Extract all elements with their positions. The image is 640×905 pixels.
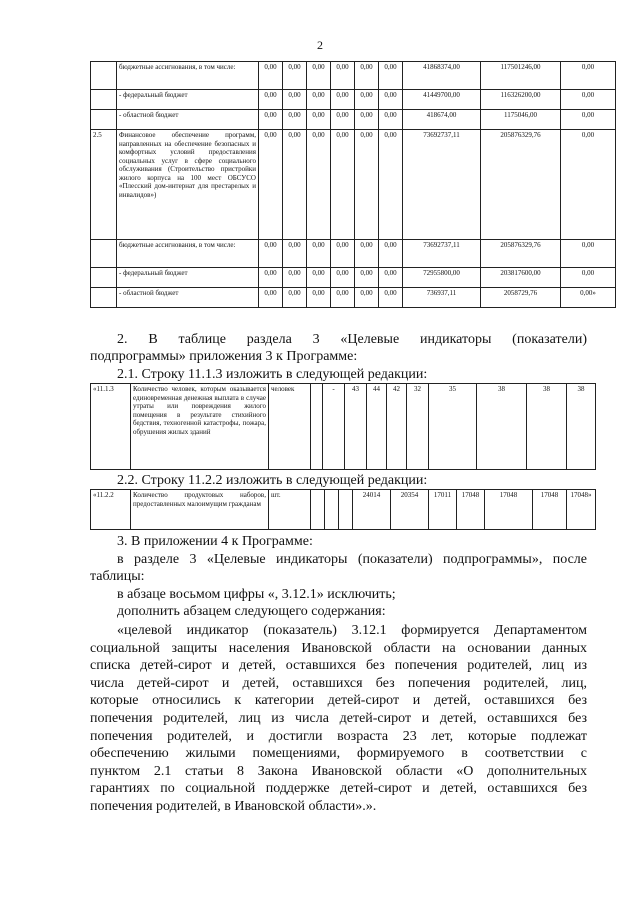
value-cell: 0,00 <box>283 90 307 110</box>
value-cell: 0,00 <box>379 110 403 130</box>
value-cell: 35 <box>429 384 477 470</box>
value-cell: 0,00 <box>355 110 379 130</box>
indicator-name: Количество продуктовых наборов, предоставленных малоимущим гражданам <box>131 490 269 530</box>
paragraph-3: 3. В приложении 4 к Программе: <box>117 534 313 549</box>
value-cell: 44 <box>367 384 387 470</box>
value-cell: 116326200,00 <box>481 90 561 110</box>
value-cell: 0,00 <box>561 62 616 90</box>
value-cell: 0,00 <box>561 268 616 288</box>
value-cell: 0,00 <box>355 90 379 110</box>
value-cell: 0,00 <box>331 62 355 90</box>
paragraph-3-section: в разделе 3 «Целевые индикаторы (показатели) подпрограммы», после <box>117 552 587 567</box>
row-number: «11.1.3 <box>91 384 131 470</box>
value-cell: 20354 <box>391 490 429 530</box>
value-cell: 0,00 <box>379 130 403 240</box>
row-number <box>91 62 117 90</box>
paragraph-line: числа детей-сирот и детей, оставшихся без попечения родителей, лиц, <box>90 675 587 691</box>
value-cell: 0,00 <box>283 62 307 90</box>
value-cell: 73692737,11 <box>403 240 481 268</box>
paragraph-line: обеспечению жилыми помещениями, формируемого в соответствии с <box>90 746 587 762</box>
indicator-table-11-1-3 <box>90 383 596 470</box>
value-cell: 0,00 <box>307 62 331 90</box>
unit: человек <box>269 384 311 470</box>
value-cell: 0,00 <box>561 90 616 110</box>
value-cell: 0,00 <box>259 110 283 130</box>
value-cell: 38 <box>477 384 527 470</box>
value-cell <box>311 490 325 530</box>
value-cell: 17048 <box>457 490 485 530</box>
paragraph-3-abzac: в абзаце восьмом цифры «, 3.12.1» исключить; <box>117 587 396 602</box>
value-cell: 203817600,00 <box>481 268 561 288</box>
value-cell: 32 <box>407 384 429 470</box>
value-cell: 0,00 <box>307 268 331 288</box>
paragraph-2-1: 2.1. Строку 11.1.3 изложить в следующей редакции: <box>117 367 428 382</box>
value-cell: 0,00 <box>259 130 283 240</box>
value-cell: 0,00 <box>307 130 331 240</box>
value-cell: 0,00 <box>331 90 355 110</box>
page-number: 2 <box>317 38 323 52</box>
value-cell: 0,00 <box>259 90 283 110</box>
table-row <box>91 130 616 240</box>
value-cell: 0,00 <box>379 240 403 268</box>
value-cell: 1175046,00 <box>481 110 561 130</box>
row-number <box>91 268 117 288</box>
value-cell <box>325 490 339 530</box>
value-cell: 736937,11 <box>403 288 481 308</box>
value-cell: 0,00 <box>307 288 331 308</box>
row-name: - федеральный бюджет <box>117 90 259 110</box>
value-cell: 38 <box>567 384 596 470</box>
value-cell: 0,00 <box>355 62 379 90</box>
indicator-table-11-2-2 <box>90 489 596 530</box>
value-cell: 0,00 <box>283 130 307 240</box>
table-row <box>91 62 616 90</box>
value-cell: 0,00 <box>561 130 616 240</box>
value-cell: 0,00» <box>561 288 616 308</box>
value-cell: 0,00 <box>259 268 283 288</box>
row-number <box>91 240 117 268</box>
value-cell: 0,00 <box>331 288 355 308</box>
value-cell: 17048 <box>533 490 567 530</box>
paragraph-2-cont: подпрограммы» приложения 3 к Программе: <box>90 349 358 364</box>
value-cell: 0,00 <box>283 110 307 130</box>
value-cell: 0,00 <box>331 130 355 240</box>
value-cell: 72955800,00 <box>403 268 481 288</box>
value-cell: 0,00 <box>331 110 355 130</box>
value-cell: 2058729,76 <box>481 288 561 308</box>
paragraph-line: попечения родителей, и достигли возраста 23 лет, которые подлежат <box>90 728 587 744</box>
value-cell: 0,00 <box>307 240 331 268</box>
value-cell: 0,00 <box>561 240 616 268</box>
value-cell: 0,00 <box>355 268 379 288</box>
paragraph-line: которые относились к категории детей-сирот и детей, оставшихся без <box>90 693 587 709</box>
paragraph-line: попечения родителей, лиц из числа детей-сирот и детей, оставшихся без <box>90 711 587 726</box>
value-cell: 24014 <box>353 490 391 530</box>
row-name: - федеральный бюджет <box>117 268 259 288</box>
paragraph-line: попечения родителей, в Ивановской области».». <box>90 799 377 814</box>
paragraph-line: списка детей-сирот и детей, оставшихся без попечения родителей, лиц из <box>90 658 587 674</box>
indicator-name: Количество человек, которым оказывается единовременная денежная выплата в случае утраты или повреждения жилого помещения в результате стихийного бедствия, техногенной катастрофы, пожара, обрушения жилых зданий <box>131 384 269 470</box>
row-number <box>91 110 117 130</box>
paragraph-3-section-cont: таблицы: <box>90 569 145 584</box>
table-row <box>91 288 616 308</box>
row-name: - областной бюджет <box>117 288 259 308</box>
table-row <box>91 110 616 130</box>
value-cell: 0,00 <box>561 110 616 130</box>
value-cell <box>339 490 353 530</box>
value-cell: 0,00 <box>283 288 307 308</box>
table-row <box>91 240 616 268</box>
value-cell: 0,00 <box>331 268 355 288</box>
value-cell: 0,00 <box>283 240 307 268</box>
value-cell: 17048» <box>567 490 596 530</box>
value-cell: 0,00 <box>355 240 379 268</box>
value-cell: 0,00 <box>379 268 403 288</box>
paragraph-line: гарантиях по социальной поддержке детей-сирот и детей, оставшихся без <box>90 781 587 797</box>
value-cell: 0,00 <box>355 288 379 308</box>
value-cell: 0,00 <box>283 268 307 288</box>
value-cell: 0,00 <box>259 62 283 90</box>
value-cell: 0,00 <box>355 130 379 240</box>
value-cell: 0,00 <box>379 288 403 308</box>
row-name: - областной бюджет <box>117 110 259 130</box>
paragraph-line: социальной защиты населения Ивановской области на основании данных <box>90 640 587 656</box>
value-cell: 17048 <box>485 490 533 530</box>
row-number: 2.5 <box>91 130 117 240</box>
table-row <box>91 90 616 110</box>
paragraph-line: пунктом 2.1 статьи 8 Закона Ивановской области «О дополнительных <box>90 763 587 779</box>
paragraph-line: «целевой индикатор (показатель) 3.12.1 формируется Департаментом <box>117 623 587 638</box>
budget-table <box>90 61 616 308</box>
paragraph-2-2: 2.2. Строку 11.2.2 изложить в следующей редакции: <box>117 473 428 488</box>
table-row <box>91 490 596 530</box>
row-number <box>91 90 117 110</box>
value-cell: 0,00 <box>331 240 355 268</box>
value-cell: - <box>323 384 345 470</box>
value-cell: 17011 <box>429 490 457 530</box>
table-row <box>91 384 596 470</box>
paragraph-3-add: дополнить абзацем следующего содержания: <box>117 604 386 619</box>
value-cell: 418674,00 <box>403 110 481 130</box>
value-cell: 0,00 <box>259 288 283 308</box>
value-cell: 205876329,76 <box>481 240 561 268</box>
value-cell: 73692737,11 <box>403 130 481 240</box>
unit: шт. <box>269 490 311 530</box>
row-number: «11.2.2 <box>91 490 131 530</box>
value-cell: 41868374,00 <box>403 62 481 90</box>
value-cell: 205876329,76 <box>481 130 561 240</box>
row-name: бюджетные ассигнования, в том числе: <box>117 62 259 90</box>
value-cell: 0,00 <box>379 62 403 90</box>
value-cell: 41449700,00 <box>403 90 481 110</box>
value-cell: 42 <box>387 384 407 470</box>
row-number <box>91 288 117 308</box>
paragraph-2: 2. В таблице раздела 3 «Целевые индикаторы (показатели) <box>117 332 587 347</box>
value-cell: 0,00 <box>379 90 403 110</box>
row-name: Финансовое обеспечение программ, направленных на обеспечение безопасных и комфортных условий предоставления социальных услуг в сфере социального обслуживания (Строительство пристройки жилого корпуса на 100 мест ОБСУСО «Плесский дом-интернат для престарелых и инвалидов») <box>117 130 259 240</box>
value-cell: 0,00 <box>259 240 283 268</box>
value-cell: 117501246,00 <box>481 62 561 90</box>
value-cell: 0,00 <box>307 110 331 130</box>
value-cell: 43 <box>345 384 367 470</box>
value-cell: 0,00 <box>307 90 331 110</box>
row-name: бюджетные ассигнования, в том числе: <box>117 240 259 268</box>
value-cell: 38 <box>527 384 567 470</box>
table-row <box>91 268 616 288</box>
